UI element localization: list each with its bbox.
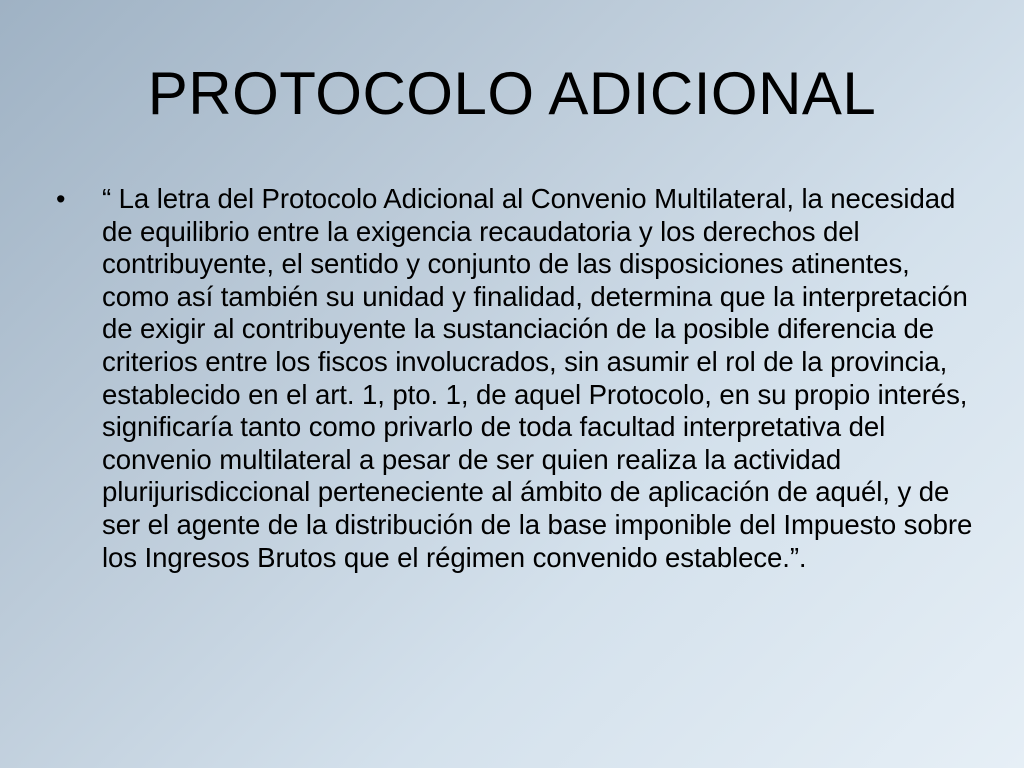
bullet-item xyxy=(56,183,976,574)
bullet-list xyxy=(56,183,976,574)
bullet-text: “ La letra del Protocolo Adicional al Convenio Multilateral, la necesidad de equilibrio entre la exigencia recaudatoria y los derechos del contribuyente, el sentido y conjunto de las disposiciones atinentes, como así también su unidad y finalidad, determina que la interpretación de exigir al contribuyente la sustanciación de la posible diferencia de criterios entre los fiscos involucrados, sin asumir el rol de la provincia, establecido en el art. 1, pto. 1, de aquel Protocolo, en su propio interés, significaría tanto como privarlo de toda facultad interpretativa del convenio multilateral a pesar de ser quien realiza la actividad plurijurisdiccional perteneciente al ámbito de aplicación de aquél, y de ser el agente de la distribución de la base imponible del Impuesto sobre los Ingresos Brutos que el régimen convenido establece.”. xyxy=(102,183,973,573)
slide-title: PROTOCOLO ADICIONAL xyxy=(147,60,877,127)
bullet-marker: • xyxy=(56,184,66,214)
